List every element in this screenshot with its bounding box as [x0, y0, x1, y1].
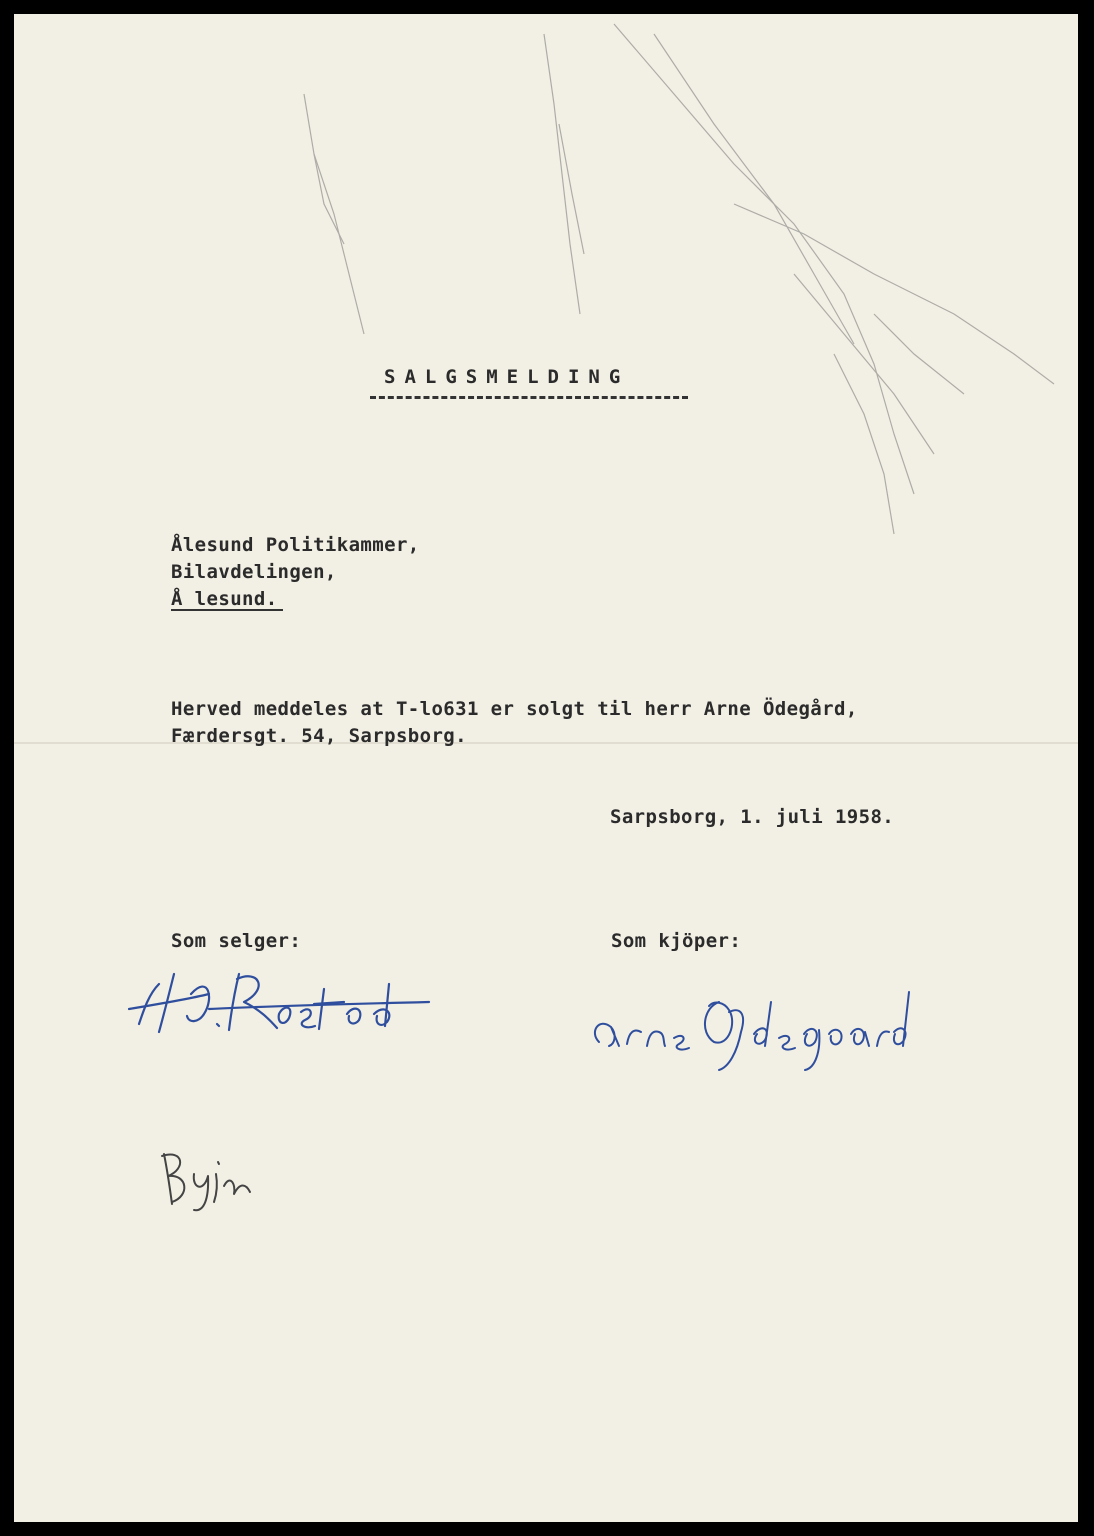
recipient-underline — [171, 609, 283, 611]
seller-label: Som selger: — [171, 930, 302, 952]
paper-sheet — [14, 14, 1078, 1522]
place-and-date: Sarpsborg, 1. juli 1958. — [610, 806, 895, 828]
body-line-1: Herved meddeles at T-lo631 er solgt til herr Arne Ödegård, — [171, 698, 858, 720]
buyer-signature — [579, 972, 919, 1072]
seller-signature — [119, 954, 439, 1044]
recipient-line-1: Ålesund Politikammer, — [171, 534, 420, 556]
recipient-line-3: Å lesund. — [171, 588, 278, 610]
initials-signature — [154, 1144, 264, 1214]
title-underline — [370, 396, 688, 399]
body-line-2: Færdersgt. 54, Sarpsborg. — [171, 725, 467, 747]
document-title: SALGSMELDING — [384, 366, 630, 388]
buyer-label: Som kjöper: — [611, 930, 742, 952]
recipient-line-2: Bilavdelingen, — [171, 561, 337, 583]
pencil-scratches — [14, 14, 1078, 1522]
